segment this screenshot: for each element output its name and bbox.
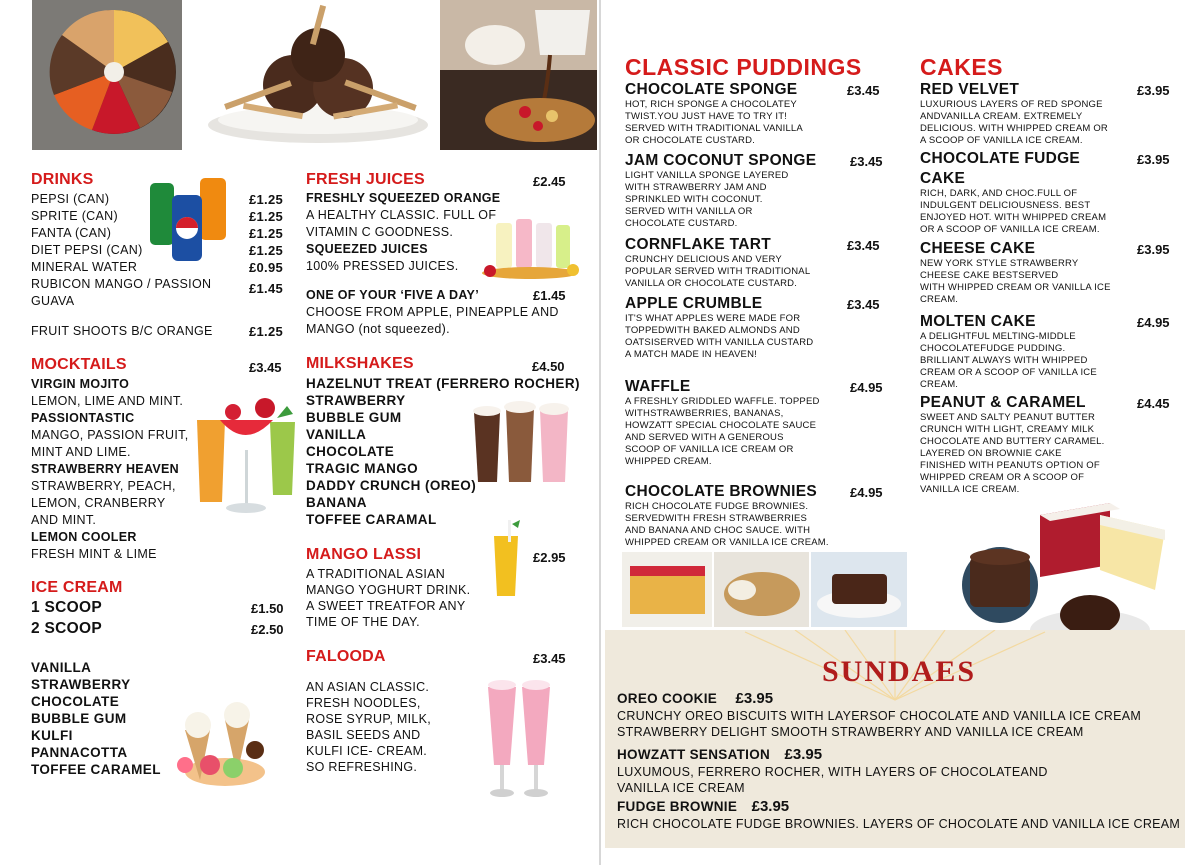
ice-cream-size: 2 SCOOP — [31, 620, 103, 637]
pudding-desc: IT'S WHAT APPLES WERE MADE FOR — [625, 313, 801, 324]
pudding-name: CORNFLAKE TART — [625, 236, 771, 253]
mocktail-desc: MANGO, PASSION FRUIT, — [31, 428, 189, 442]
pudding-desc: WITH STRAWBERRY JAM AND — [625, 182, 767, 193]
drink-name: DIET PEPSI (CAN) — [31, 243, 143, 257]
cake-name: PEANUT & CARAMEL — [920, 394, 1086, 411]
milkshake-item: CHOCOLATE — [306, 444, 395, 459]
juice-line: A HEALTHY CLASSIC. FULL OF — [306, 208, 497, 222]
sundae-price: £3.95 — [784, 746, 823, 763]
five-a-day-price: £1.45 — [533, 288, 566, 303]
mocktail-desc: AND MINT. — [31, 513, 97, 527]
cake-item — [920, 313, 1180, 391]
pudding-desc: AND BANANA AND CHOC SAUCE. WITH — [625, 525, 811, 536]
sundae-desc: LUXUMOUS, FERRERO ROCHER, WITH LAYERS OF CHOCOLATEAND — [617, 765, 1048, 779]
cake-item — [920, 394, 1180, 496]
drink-item — [31, 259, 286, 276]
drink-name: SPRITE (CAN) — [31, 209, 118, 223]
cake-desc: ANDVANILLA CREAM. EXTREMELY — [920, 111, 1083, 122]
cake-desc: FINISHED WITH PEANUTS OPTION OF — [920, 460, 1100, 471]
drink-price: £1.25 — [249, 192, 284, 207]
pudding-desc: LIGHT VANILLA SPONGE LAYERED — [625, 170, 789, 181]
pudding-name: APPLE CRUMBLE — [625, 295, 763, 312]
mango-lassi-line: TIME OF THE DAY. — [306, 615, 420, 629]
mocktail-name: STRAWBERRY HEAVEN — [31, 462, 179, 476]
cake-item — [920, 81, 1180, 147]
milkshake-item: BUBBLE GUM — [306, 410, 402, 425]
pudding-desc: WHIPPED CREAM OR VANILLA ICE CREAM. — [625, 537, 829, 548]
mocktails-heading: MOCKTAILS — [31, 356, 127, 373]
sundaes-heading: SUNDAES — [822, 655, 977, 688]
mango-lassi-line: A TRADITIONAL ASIAN — [306, 567, 446, 581]
flavour-item: KULFI — [31, 728, 73, 743]
pudding-item — [625, 378, 890, 468]
page-fold-divider — [599, 0, 601, 865]
milkshakes-heading: MILKSHAKES — [306, 355, 414, 372]
mango-lassi-line: A SWEET TREATFOR ANY — [306, 599, 466, 613]
cake-desc: CHEESE CAKE BESTSERVED — [920, 270, 1059, 281]
waffle-pouring-photo — [440, 0, 597, 150]
mocktail-list — [31, 376, 201, 563]
ice-cream-flavours — [31, 659, 161, 778]
mocktail-name: PASSIONTASTIC — [31, 411, 135, 425]
pudding-desc: WITHSTRAWBERRIES, BANANAS, — [625, 408, 784, 419]
pudding-desc: CRUNCHY DELICIOUS AND VERY — [625, 254, 782, 265]
mocktail-desc: STRAWBERRY, PEACH, — [31, 479, 176, 493]
flavour-item: TOFFEE CARAMEL — [31, 762, 161, 777]
falooda-line: SO REFRESHING. — [306, 760, 418, 774]
ice-cream-size-price: £1.50 — [251, 601, 284, 616]
pudding-desc: HOT, RICH SPONGE A CHOCOLATEY — [625, 99, 797, 110]
cake-desc: ENJOYED HOT. WITH WHIPPED CREAM — [920, 212, 1107, 223]
pudding-desc: SERVED WITH VANILLA OR — [625, 206, 753, 217]
sundae-name: HOWZATT SENSATION — [617, 747, 771, 762]
cake-desc: A SCOOP OF VANILLA ICE CREAM. — [920, 135, 1083, 146]
falooda-line: BASIL SEEDS AND — [306, 728, 421, 742]
falooda-line: FRESH NOODLES, — [306, 696, 421, 710]
falooda-line: KULFI ICE- CREAM. — [306, 744, 428, 758]
cake-price: £3.95 — [1137, 242, 1170, 257]
drink-name: FANTA (CAN) — [31, 226, 112, 240]
mango-lassi-price: £2.95 — [533, 550, 566, 565]
cake-price: £3.95 — [1137, 83, 1170, 98]
pudding-price: £4.95 — [850, 485, 883, 500]
sundae-desc: CRUNCHY OREO BISCUITS WITH LAYERSOF CHOCOLATE AND VANILLA ICE CREAM — [617, 709, 1142, 723]
mocktail-desc: LEMON, CRANBERRY — [31, 496, 166, 510]
juice-line: FRESHLY SQUEEZED ORANGE — [306, 191, 501, 205]
drink-price: £0.95 — [249, 260, 284, 275]
milkshake-item: BANANA — [306, 495, 367, 510]
drink-price: £1.25 — [249, 226, 284, 241]
cake-item — [920, 240, 1180, 306]
cake-desc: CREAM. — [920, 379, 959, 390]
mocktail-glasses-photo — [195, 390, 300, 520]
cake-name: CHOCOLATE FUDGE — [920, 150, 1081, 167]
mango-lassi-line: MANGO YOGHURT DRINK. — [306, 583, 471, 597]
cake-name: CHEESE CAKE — [920, 240, 1036, 257]
five-a-day-line: MANGO (not squeezed). — [306, 322, 450, 336]
milkshake-item: DADDY CRUNCH (OREO) — [306, 478, 477, 493]
flavour-item: STRAWBERRY — [31, 677, 131, 692]
cake-desc: CRUNCH WITH LIGHT, CREAMY MILK — [920, 424, 1095, 435]
cake-desc: WITH WHIPPED CREAM OR VANILLA ICE — [920, 282, 1111, 293]
drink-name: PEPSI (CAN) — [31, 192, 110, 206]
cake-desc: CHOCOLATEFUDGE PUDDING. — [920, 343, 1066, 354]
pudding-item — [625, 295, 890, 361]
juice-line: SQUEEZED JUICES — [306, 242, 428, 256]
drink-item — [31, 323, 286, 340]
mango-lassi-heading: MANGO LASSI — [306, 546, 422, 563]
flavour-item: CHOCOLATE — [31, 694, 120, 709]
sundae-item — [617, 690, 1182, 740]
classic-puddings-heading: CLASSIC PUDDINGS — [625, 54, 862, 80]
milkshake-item: TOFFEE CARAMAL — [306, 512, 437, 527]
fresh-juices-heading: FRESH JUICES — [306, 171, 425, 188]
milkshake-item: HAZELNUT TREAT (FERRERO ROCHER) — [306, 376, 580, 391]
sundae-item — [617, 746, 1182, 796]
pudding-desc: CHOCOLATE CUSTARD. — [625, 218, 738, 229]
pudding-name: CHOCOLATE BROWNIES — [625, 483, 817, 500]
pudding-price: £3.45 — [847, 83, 880, 98]
sundae-desc: RICH CHOCOLATE FUDGE BROWNIES. LAYERS OF CHOCOLATE AND VANILLA ICE CREAM — [617, 817, 1181, 831]
pudding-name: JAM COCONUT SPONGE — [625, 152, 817, 169]
cake-price: £4.45 — [1137, 396, 1170, 411]
falooda-desc — [306, 679, 466, 775]
drink-item — [31, 276, 286, 310]
flavour-item: PANNACOTTA — [31, 745, 128, 760]
pudding-price: £3.45 — [847, 297, 880, 312]
milkshake-item: VANILLA — [306, 427, 367, 442]
pudding-desc: SERVED WITH TRADITIONAL VANILLA — [625, 123, 803, 134]
pudding-name: CHOCOLATE SPONGE — [625, 81, 798, 98]
cake-desc: A DELIGHTFUL MELTING-MIDDLE — [920, 331, 1076, 342]
pudding-desc: RICH CHOCOLATE FUDGE BROWNIES. — [625, 501, 809, 512]
pudding-desc: POPULAR SERVED WITH TRADITIONAL — [625, 266, 811, 277]
pudding-price: £3.45 — [847, 238, 880, 253]
sundae-name: FUDGE BROWNIE — [617, 799, 738, 814]
cake-desc: DELICIOUS. WITH WHIPPED CREAM OR — [920, 123, 1108, 134]
milkshake-item: TRAGIC MANGO — [306, 461, 419, 476]
flavour-item: BUBBLE GUM — [31, 711, 127, 726]
pudding-price: £4.95 — [850, 380, 883, 395]
cakes-heading: CAKES — [920, 54, 1004, 80]
cake-name: RED VELVET — [920, 81, 1020, 98]
pudding-desc: WHIPPED CREAM. — [625, 456, 712, 467]
drink-item — [31, 242, 286, 259]
milkshake-item: STRAWBERRY — [306, 393, 406, 408]
cake-name-cont: CAKE — [920, 170, 966, 187]
ice-cream-size: 1 SCOOP — [31, 599, 103, 616]
juice-line: VITAMIN C GOODNESS. — [306, 225, 454, 239]
cake-desc: RICH, DARK, AND CHOC.FULL OF — [920, 188, 1078, 199]
falooda-line: ROSE SYRUP, MILK, — [306, 712, 432, 726]
cake-desc: CHOCOLATE AND BUTTERY CARAMEL. — [920, 436, 1105, 447]
pudding-desc: SERVEDWITH FRESH STRAWBERRIES — [625, 513, 808, 524]
chocolate-ice-cream-photo — [183, 0, 438, 150]
cake-desc: WHIPPED CREAM OR A SCOOP OF — [920, 472, 1085, 483]
pudding-item — [625, 81, 890, 147]
cake-name: MOLTEN CAKE — [920, 313, 1036, 330]
pudding-desc: AND SERVED WITH A GENEROUS — [625, 432, 784, 443]
cake-desc: LAYERED ON BROWNIE CAKE — [920, 448, 1062, 459]
ice-cream-heading: ICE CREAM — [31, 579, 123, 596]
drink-item — [31, 225, 286, 242]
falooda-heading: FALOODA — [306, 648, 386, 665]
pudding-desc: SPRINKLED WITH COCONUT. — [625, 194, 763, 205]
sundae-desc: VANILLA ICE CREAM — [617, 781, 745, 795]
mocktails-price: £3.45 — [249, 360, 282, 375]
sundae-name: OREO COOKIE — [617, 691, 718, 706]
drink-name: MINERAL WATER — [31, 260, 138, 274]
mocktail-desc: LEMON, LIME AND MINT. — [31, 394, 184, 408]
cake-desc: CREAM OR A SCOOP OF VANILLA ICE — [920, 367, 1097, 378]
pudding-desc: VANILLA OR CHOCOLATE CUSTARD. — [625, 278, 798, 289]
sundae-item — [617, 798, 1187, 832]
ice-cream-cones-photo — [165, 680, 285, 790]
five-a-day-line: CHOOSE FROM APPLE, PINEAPPLE AND — [306, 305, 559, 319]
puddings-photo-strip — [622, 552, 907, 627]
pudding-desc: A MATCH MADE IN HEAVEN! — [625, 349, 757, 360]
milkshakes-price: £4.50 — [532, 359, 565, 374]
cake-desc: OR A SCOOP OF VANILLA ICE CREAM. — [920, 224, 1100, 235]
cake-desc: INDULGENT DELICIOUSNESS. BEST — [920, 200, 1091, 211]
mocktail-name: LEMON COOLER — [31, 530, 137, 544]
pudding-name: WAFFLE — [625, 378, 691, 395]
sundae-price: £3.95 — [735, 690, 774, 707]
pudding-desc: SCOOP OF VANILLA ICE CREAM OR — [625, 444, 794, 455]
juice-glasses-photo — [478, 215, 583, 280]
ice-cream-size-price: £2.50 — [251, 622, 284, 637]
falooda-price: £3.45 — [533, 651, 566, 666]
five-a-day-title: ONE OF YOUR ‘FIVE A DAY’ — [306, 288, 479, 302]
drink-item — [31, 191, 286, 208]
pudding-item — [625, 236, 890, 290]
cake-price: £3.95 — [1137, 152, 1170, 167]
fresh-juices-price: £2.45 — [533, 174, 566, 189]
cake-desc: LUXURIOUS LAYERS OF RED SPONGE — [920, 99, 1103, 110]
cake-slices-photo — [32, 0, 182, 150]
cake-item — [920, 150, 1180, 236]
drink-price: £1.25 — [249, 209, 284, 224]
flavour-item: VANILLA — [31, 660, 92, 675]
drink-name: RUBICON MANGO / PASSION — [31, 277, 212, 291]
juice-line: 100% PRESSED JUICES. — [306, 259, 459, 273]
drink-item — [31, 208, 286, 225]
drink-name: FRUIT SHOOTS B/C ORANGE — [31, 324, 213, 338]
mocktail-name: VIRGIN MOJITO — [31, 377, 130, 391]
falooda-line: AN ASIAN CLASSIC. — [306, 680, 430, 694]
milkshake-glasses-photo — [470, 400, 580, 490]
cake-desc: CREAM. — [920, 294, 959, 305]
drink-price: £1.25 — [249, 243, 284, 258]
cake-price: £4.95 — [1137, 315, 1170, 330]
pudding-desc: OATSISERVED WITH VANILLA CUSTARD — [625, 337, 814, 348]
pudding-desc: TOPPEDWITH BAKED ALMONDS AND — [625, 325, 800, 336]
pudding-item — [625, 152, 890, 230]
mocktail-desc: MINT AND LIME. — [31, 445, 131, 459]
pudding-desc: TWIST.YOU JUST HAVE TO TRY IT! — [625, 111, 788, 122]
mango-lassi-desc — [306, 566, 496, 630]
pudding-desc: OR CHOCOLATE CUSTARD. — [625, 135, 755, 146]
sundae-price: £3.95 — [751, 798, 790, 815]
cake-desc: VANILLA ICE CREAM. — [920, 484, 1020, 495]
pudding-price: £3.45 — [850, 154, 883, 169]
drink-price: £1.45 — [249, 281, 284, 296]
mocktail-desc: FRESH MINT & LIME — [31, 547, 157, 561]
sundae-desc: STRAWBERRY DELIGHT SMOOTH STRAWBERRY AND VANILLA ICE CREAM — [617, 725, 1084, 739]
cake-desc: SWEET AND SALTY PEANUT BUTTER — [920, 412, 1096, 423]
drink-name-cont: GUAVA — [31, 294, 75, 308]
pudding-desc: A FRESHLY GRIDDLED WAFFLE. TOPPED — [625, 396, 820, 407]
cake-desc: BRILLIANT ALWAYS WITH WHIPPED — [920, 355, 1088, 366]
falooda-glasses-photo — [478, 675, 568, 800]
pudding-desc: HOWZATT SPECIAL CHOCOLATE SAUCE — [625, 420, 817, 431]
cake-desc: NEW YORK STYLE STRAWBERRY — [920, 258, 1079, 269]
drinks-heading: DRINKS — [31, 171, 94, 188]
mango-lassi-glass-photo — [488, 518, 524, 600]
drink-price: £1.25 — [249, 324, 284, 339]
pudding-item — [625, 483, 895, 549]
